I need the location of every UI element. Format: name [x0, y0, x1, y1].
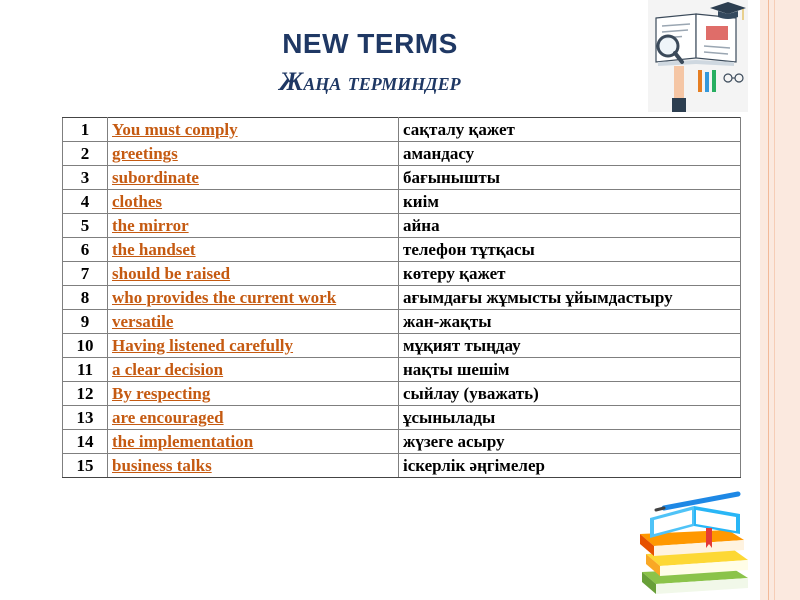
table-row	[63, 214, 741, 238]
table-row	[63, 334, 741, 358]
title-sub: Жаңа терминдер	[279, 67, 461, 96]
table-row	[63, 262, 741, 286]
table-row	[63, 286, 741, 310]
table-row	[63, 190, 741, 214]
term-english-link[interactable]: a clear decision	[108, 358, 399, 382]
row-number: 1	[63, 118, 108, 142]
term-kazakh: амандасу	[399, 142, 741, 166]
row-number: 9	[63, 310, 108, 334]
row-number: 10	[63, 334, 108, 358]
term-english-link[interactable]: should be raised	[108, 262, 399, 286]
row-number: 8	[63, 286, 108, 310]
table-row	[63, 406, 741, 430]
term-kazakh: ағымдағы жұмысты ұйымдастыру	[399, 286, 741, 310]
row-number: 6	[63, 238, 108, 262]
term-english-link[interactable]: versatile	[108, 310, 399, 334]
table-row	[63, 142, 741, 166]
right-decorative-border	[760, 0, 800, 600]
table-row	[63, 118, 741, 142]
book-stack-with-pen-icon	[636, 488, 754, 596]
row-number: 2	[63, 142, 108, 166]
table-row	[63, 166, 741, 190]
row-number: 11	[63, 358, 108, 382]
book-magnifier-graduation-cap-icon	[648, 0, 748, 112]
table-row	[63, 310, 741, 334]
row-number: 5	[63, 214, 108, 238]
term-kazakh: ұсынылады	[399, 406, 741, 430]
term-english-link[interactable]: the handset	[108, 238, 399, 262]
row-number: 7	[63, 262, 108, 286]
term-english-link[interactable]: business talks	[108, 454, 399, 478]
term-kazakh: іскерлік әңгімелер	[399, 454, 741, 478]
term-kazakh: айна	[399, 214, 741, 238]
table-row	[63, 238, 741, 262]
title-main: NEW TERMS	[282, 28, 458, 59]
table-row	[63, 430, 741, 454]
term-english-link[interactable]: are encouraged	[108, 406, 399, 430]
table-row	[63, 358, 741, 382]
row-number: 4	[63, 190, 108, 214]
row-number: 14	[63, 430, 108, 454]
term-english-link[interactable]: clothes	[108, 190, 399, 214]
term-kazakh: киім	[399, 190, 741, 214]
term-english-link[interactable]: Having listened carefully	[108, 334, 399, 358]
term-english-link[interactable]: the mirror	[108, 214, 399, 238]
row-number: 15	[63, 454, 108, 478]
term-english-link[interactable]: subordinate	[108, 166, 399, 190]
term-kazakh: нақты шешім	[399, 358, 741, 382]
terms-table	[62, 117, 741, 478]
row-number: 12	[63, 382, 108, 406]
term-english-link[interactable]: By respecting	[108, 382, 399, 406]
term-kazakh: жүзеге асыру	[399, 430, 741, 454]
term-kazakh: мұқият тыңдау	[399, 334, 741, 358]
term-english-link[interactable]: You must comply	[108, 118, 399, 142]
table-row	[63, 382, 741, 406]
table-row	[63, 454, 741, 478]
term-english-link[interactable]: greetings	[108, 142, 399, 166]
title-block	[180, 28, 560, 102]
term-kazakh: сақталу қажет	[399, 118, 741, 142]
term-kazakh: телефон тұтқасы	[399, 238, 741, 262]
row-number: 3	[63, 166, 108, 190]
term-kazakh: бағынышты	[399, 166, 741, 190]
term-kazakh: көтеру қажет	[399, 262, 741, 286]
term-kazakh: жан-жақты	[399, 310, 741, 334]
term-kazakh: сыйлау (уважать)	[399, 382, 741, 406]
term-english-link[interactable]: the implementation	[108, 430, 399, 454]
row-number: 13	[63, 406, 108, 430]
term-english-link[interactable]: who provides the current work	[108, 286, 399, 310]
